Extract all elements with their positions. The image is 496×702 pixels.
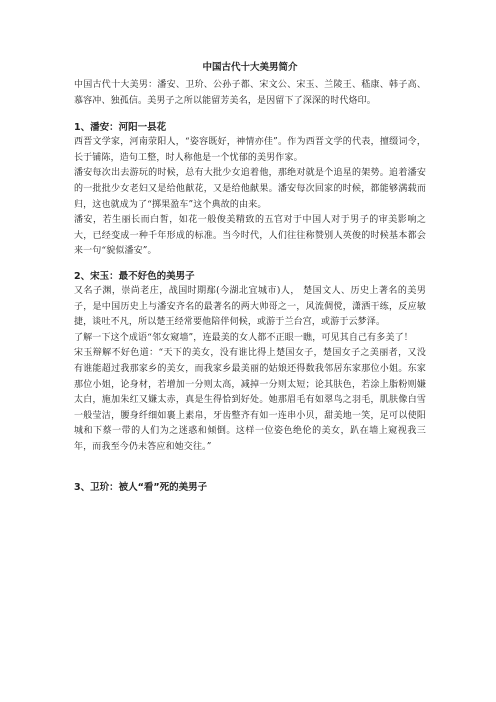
section-2-paragraph-3: 宋玉辩解不好色道：“天下的美女，没有谁比得上楚国女子，楚国女子之美丽者，又没有谁能超过我那家乡的美女，而我家乡最美丽的姑娘还得数我邻居东家那位小姐。东家那位小姐，论身材，若增加一分则太高，减掉一分则太短；论其肤色，若涂上脂粉则嫌太白，施加朱红又嫌太赤，真是生得恰到好处。她那眉毛有如翠鸟之羽毛，肌肤像白雪一般莹洁，腰身纤细如裹上素帛，牙齿整齐有如一连串小贝，甜美地一笑，足可以使阳城和下蔡一带的人们为之迷惑和倾倒。这样一位姿色绝伦的美女，趴在墙上窥视我三年，而我至今仍未答应和她交往。” [74,348,426,452]
section-1-paragraph-2: 潘安每次出去游玩的时候，总有大批少女追着他，那绝对就是个追星的架势。追着潘安的一批批少女老妇又是给他献花，又是给他献果。潘安每次回家的时候，都能够满载而归，这也就成为了“掷果盈车”这个典故的由来。 [74,168,426,210]
section-1-paragraph-3: 潘安，若生丽长而白皙，如花一般俊美精致的五官对于中国人对于男子的审美影响之大，已经变成一种千年形成的标准。当今时代，人们往往称赞别人英俊的时候基本都会来一句“貌似潘安”。 [74,215,426,257]
section-2-paragraph-1: 又名子渊，崇尚老庄，战国时期鄢(今湖北宜城市)人， 楚国文人、历史上著名的美男子，是中国历史上与潘安齐名的最著名的两大帅哥之一，风流倜傥，潇洒干练，反应敏捷，谈吐不凡，所以楚王经常要他陪伴伺候，或游于兰台宫，或游于云梦泽。 [74,285,426,328]
document-page [74,62,426,495]
section-heading-1: 1、潘安：河阳一县花 [74,122,167,134]
section-heading-3: 3、卫玠：被人“看”死的美男子 [74,482,208,494]
section-heading-2: 2、宋玉：最不好色的美男子 [74,270,195,282]
section-1-paragraph-1: 西晋文学家，河南荥阳人，“姿容既好，神情亦佳”。作为西晋文学的代表，擅缀词令，长于铺陈，造句工整，时人称他是一个忧郁的美男作家。 [74,137,426,163]
section-2-paragraph-2: 了解一下这个成语“邻女窥墙”，连最美的女人都不正眼一瞧，可见其自己有多美了！ [74,332,413,343]
document-title: 中国古代十大美男简介 [202,62,298,73]
intro-paragraph: 中国古代十大美男：潘安、卫玠、公孙子都、宋文公、宋玉、兰陵王、嵇康、韩子高、慕容冲、独孤信。美男子之所以能留芳美名，是因留下了深深的时代烙印。 [74,80,426,106]
